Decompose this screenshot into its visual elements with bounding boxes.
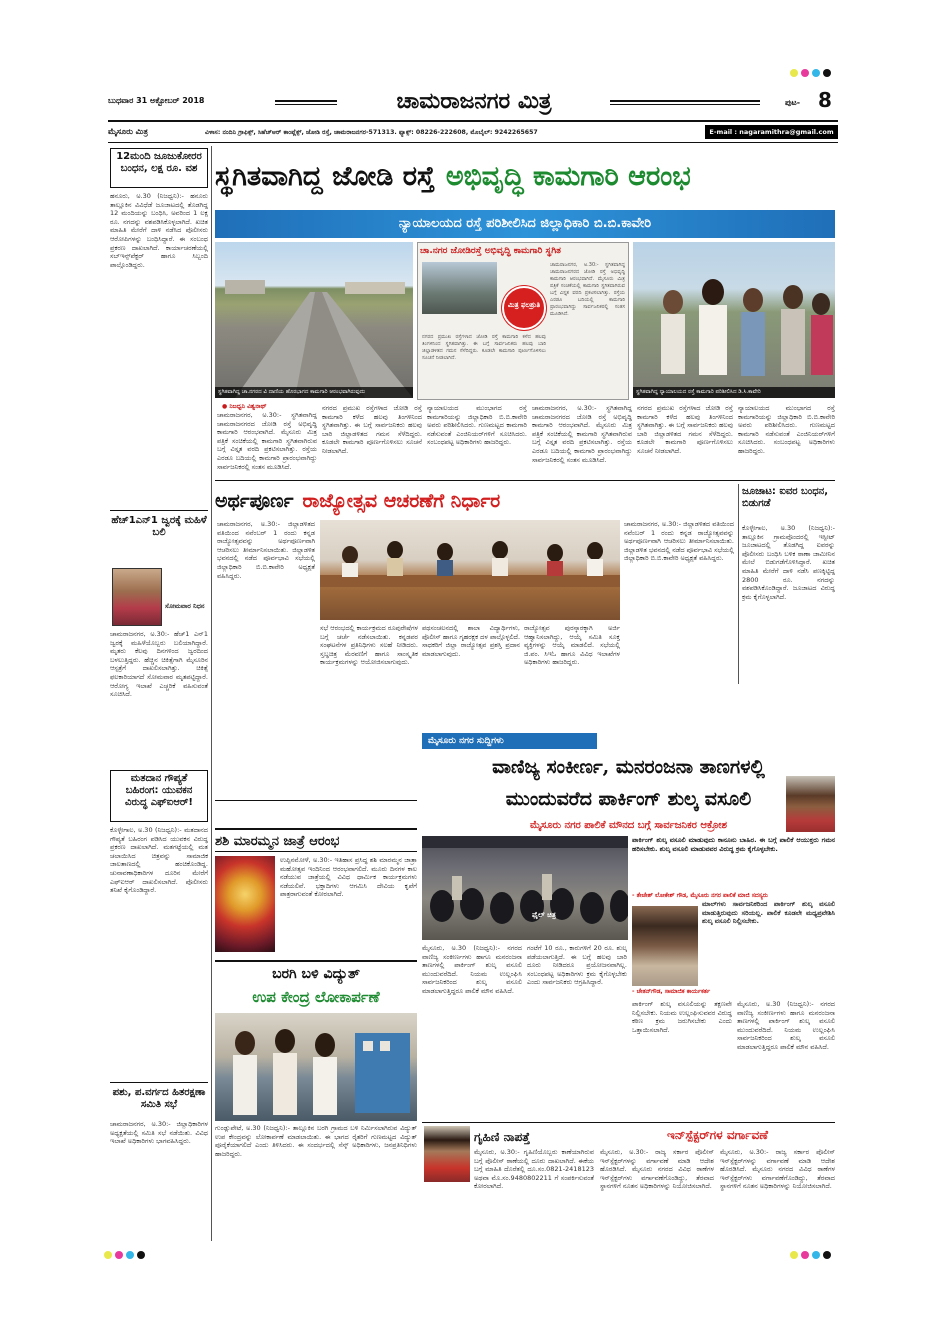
masthead-bottom-rule [108,120,838,122]
lead-headline-black: ಸ್ಥಗಿತವಾಗಿದ್ದ ಜೋಡಿ ರಸ್ತೆ [215,161,435,192]
road-construction-photo [215,242,413,398]
page-number: 8 [818,88,832,112]
lead-byline: ● ನಿಜಧ್ವನಿ ವಿಶ್ವನಾಥ್ [222,403,267,410]
mysuru-body-col3: ಪಾರ್ಕಿಂಗ್ ಶುಲ್ಕ ವಸೂಲಿಯನ್ನು ತಕ್ಷಣವೇ ನಿಲ್ಲಿಸಬೇಕು. ನಿಯಮ ಉಲ್ಲಂಘಿಸುವವರ ವಿರುದ್ಧ ಕಠಿಣ ಕ್ರಮ ಜರುಗಿಸಬೇಕು ಎಂದು ಒತ್ತಾಯಿಸಲಾಗಿದೆ. [632,1000,732,1034]
parking-photo-caption: ಫೈಲ್ ಚಿತ್ರ [532,911,556,919]
shashi-headline: ಶಶಿ ಮಾರಮ್ಮನ ಜಾತ್ರೆ ಆರಂಭ [215,828,417,852]
lead-body-col4: ಚಾಮರಾಜನಗರ, ಅ.30:- ಸ್ಥಗಿತವಾಗಿದ್ದ ಚಾಮರಾಜನಗರದ ಜೋಡಿ ರಸ್ತೆ ಅಭಿವೃದ್ಧಿ ಕಾಮಗಾರಿ ಆರಂಭವಾಗಿದೆ. ಮೈಸೂರು ಮಿತ್ರ ಪತ್ರಿಕೆ ಸಂಚಿಕೆಯಲ್ಲಿ ಕಾಮಗಾರಿ ಸ್ಥಗಿತವಾಗಿರುವ ಬಗ್ಗೆ ವಿಸ್ತೃತ ವರದಿ ಪ್ರಕಟಿಸಲಾಗಿತ್ತು. ರಸ್ತೆಯ ಎರಡೂ ಬದಿಯಲ್ಲಿ ಕಾಮಗಾರಿ ಪ್ರಾರಂಭವಾಗಿದ್ದು ಸಾರ್ವಜನಿಕರಲ್ಲಿ ಸಂತಸ ಮೂಡಿಸಿದೆ. [532,404,632,464]
gambling-body: ಕೊಳ್ಳೇಗಾಲ, ಅ.30 (ನಿಜಧ್ವನಿ):- ತಾಲ್ಲೂಕಿನ ಗ್ರಾಮವೊಂದರಲ್ಲಿ ಇಸ್ಪೀಟ್ ಜೂಜಾಟದಲ್ಲಿ ತೊಡಗಿದ್ದ ಐವರನ್ನು ಪೊಲೀಸರು ಬಂಧಿಸಿ ಬಳಿಕ ಠಾಣಾ ಜಾಮೀನಿನ ಮೇಲೆ ಬಿಡುಗಡೆಗೊಳಿಸಿದ್ದಾರೆ. ಖಚಿತ ಮಾಹಿತಿ ಮೇರೆಗೆ ದಾಳಿ ನಡೆಸಿ ಪಣಕ್ಕಿಟ್ಟಿದ್ದ 2800 ರೂ. ನಗದನ್ನು ವಶಪಡಿಸಿಕೊಂಡಿದ್ದಾರೆ. ಜೂಜಾಟದ ವಿರುದ್ಧ ಕ್ರಮ ಕೈಗೊಳ್ಳಲಾಗಿದೆ. [742,524,835,601]
rajyotsava-meeting-photo [320,520,620,620]
mysuru-subhead: ಮೈಸೂರು ನಗರ ಪಾಲಿಕೆ ಮೌನದ ಬಗ್ಗೆ ಸಾರ್ವಜನಿಕರ ಆಕ್ರೋಶ [529,820,728,831]
dc-inspection-photo [633,242,835,398]
chethan-portrait-photo [632,906,698,986]
rajyotsava-body-col2: ಸಭೆ ಆರಂಭದಲ್ಲಿ ಕಾರ್ಯಕ್ರಮದ ರೂಪುರೇಷೆಗಳ ಬಗ್ಗೆ ಚರ್ಚೆ ನಡೆಸಲಾಯಿತು. ಕನ್ನಡಪರ ಸಂಘಟನೆಗಳ ಪ್ರತಿನಿಧಿಗಳು ಸಲಹೆ ನೀಡಿದರು. ಸ್ತಬ್ಧಚಿತ್ರ ಮೆರವಣಿಗೆ ಹಾಗೂ ಸಾಂಸ್ಕೃತಿಕ ಕಾರ್ಯಕ್ರಮಗಳನ್ನು ಆಯೋಜಿಸಲಾಗುವುದು. [320,624,418,667]
masthead-rule-right-2 [610,104,760,105]
bargi-headline-1: ಬರಗಿ ಬಳಿ ವಿದ್ಯುತ್ [215,960,417,984]
rajyotsava-body-col3: ಪಥಸಂಚಲನದಲ್ಲಿ ಶಾಲಾ ವಿದ್ಯಾರ್ಥಿಗಳು, ಪೊಲೀಸ್ ಹಾಗೂ ಗೃಹರಕ್ಷಕ ದಳ ಪಾಲ್ಗೊಳ್ಳಲಿದೆ. ಸಾಧಕರಿಗೆ ಜಿಲ್ಲಾ ರಾಜ್ಯೋತ್ಸವ ಪ್ರಶಸ್ತಿ ಪ್ರದಾನ ಮಾಡಲಾಗುವುದು. [422,624,520,658]
lead-body-col5: ನಗರದ ಪ್ರಮುಖ ರಸ್ತೆಗಳಾದ ಜೋಡಿ ರಸ್ತೆ ಕಾಮಗಾರಿ ಕಳೆದ ಹಲವು ತಿಂಗಳಿನಿಂದ ಸ್ಥಗಿತವಾಗಿತ್ತು. ಈ ಬಗ್ಗೆ ಸಾರ್ವಜನಿಕರು ಹಲವು ಬಾರಿ ಜಿಲ್ಲಾಡಳಿತದ ಗಮನ ಸೆಳೆದಿದ್ದರು. ಕೂಡಲೇ ಕಾಮಗಾರಿ ಪೂರ್ಣಗೊಳಿಸಲು ಸೂಚನೆ ನೀಡಲಾಗಿದೆ. [637,404,733,455]
left-story2-headline: ಹೆಚ್1ಎನ್1 ಜ್ವರಕ್ಕೆ ಮಹಿಳೆ ಬಲಿ [110,510,208,550]
left-story2-body: ಚಾಮರಾಜನಗರ, ಅ.30:- ಹೆಚ್1 ಎನ್1 ಜ್ವರಕ್ಕೆ ಮಹಿಳೆಯೊಬ್ಬರು ಬಲಿಯಾಗಿದ್ದಾರೆ. ಮೃತರು ಕೆಲವು ದಿನಗಳಿಂದ ಜ್ವರದಿಂದ ಬಳಲುತ್ತಿದ್ದರು. ಹೆಚ್ಚಿನ ಚಿಕಿತ್ಸೆಗಾಗಿ ಮೈಸೂರಿನ ಆಸ್ಪತ್ರೆಗೆ ದಾಖಲಿಸಲಾಗಿತ್ತು. ಚಿಕಿತ್ಸೆ ಫಲಕಾರಿಯಾಗದೆ ಸೋಮವಾರ ಮೃತಪಟ್ಟಿದ್ದಾರೆ. ಆರೋಗ್ಯ ಇಲಾಖೆ ಎಚ್ಚರಿಕೆ ವಹಿಸುವಂತೆ ಸೂಚಿಸಿದೆ. [110,630,208,699]
missing-headline: ಗೃಹಿಣಿ ನಾಪತ್ತೆ [474,1130,531,1144]
masthead-rule-3 [108,142,838,143]
lead-body-col2: ನಗರದ ಪ್ರಮುಖ ರಸ್ತೆಗಳಾದ ಜೋಡಿ ರಸ್ತೆ ಕಾಮಗಾರಿ ಕಳೆದ ಹಲವು ತಿಂಗಳಿನಿಂದ ಸ್ಥಗಿತವಾಗಿತ್ತು. ಈ ಬಗ್ಗೆ ಸಾರ್ವಜನಿಕರು ಹಲವು ಬಾರಿ ಜಿಲ್ಲಾಡಳಿತದ ಗಮನ ಸೆಳೆದಿದ್ದರು. ಕೂಡಲೇ ಕಾಮಗಾರಿ ಪೂರ್ಣಗೊಳಿಸಲು ಸೂಚನೆ ನೀಡಲಾಗಿದೆ. [322,404,422,455]
left-story3-body: ಕೊಳ್ಳೇಗಾಲ, ಅ.30 (ನಿಜಧ್ವನಿ):- ಮತದಾನದ ಗೌಪ್ಯತೆ ಬಹಿರಂಗ ಪಡಿಸಿದ ಯುವಕನ ವಿರುದ್ಧ ಪ್ರಕರಣ ದಾಖಲಾಗಿದೆ. ಮತಗಟ್ಟೆಯಲ್ಲಿ ಮತ ಚಲಾಯಿಸಿದ ಚಿತ್ರವನ್ನು ಸಾಮಾಜಿಕ ಜಾಲತಾಣದಲ್ಲಿ ಹಂಚಿಕೊಂಡಿದ್ದ. ಚುನಾವಣಾಧಿಕಾರಿಗಳ ದೂರಿನ ಮೇರೆಗೆ ಎಫ್‌ಐಆರ್ ದಾಖಲಿಸಲಾಗಿದೆ. ಪೊಲೀಸರು ತನಿಖೆ ಕೈಗೊಂಡಿದ್ದಾರೆ. [110,826,208,895]
woman-portrait-photo [112,568,162,626]
lead-headline [215,148,835,206]
page-label: ಪುಟ- [785,98,801,107]
mysuru-quote2-name: - ಚೇತನ್‌ಗೌಡ, ಸಾಮಾಜಿಕ ಕಾರ್ಯಕರ್ತ [632,988,711,995]
tejesh-portrait-photo [786,776,835,832]
lead-subhead: ನ್ಯಾಯಾಲಯದ ರಸ್ತೆ ಪರಿಶೀಲಿಸಿದ ಜಿಲ್ಲಾಧಿಕಾರಿ ಬಿ.ಬಿ.ಕಾವೇರಿ [398,216,652,231]
registration-marks-top-right [790,62,834,81]
mysuru-quote2: ಮಾಲ್‌ಗಳು ಸಾರ್ವಜನಿಕರಿಂದ ಪಾರ್ಕಿಂಗ್ ಶುಲ್ಕ ವಸೂಲಿ ಮಾಡುತ್ತಿರುವುದು ಸರಿಯಲ್ಲ. ಪಾಲಿಕೆ ಕೂಡಲೇ ಮಧ್ಯಪ್ರವೇಶಿಸಿ ಶುಲ್ಕ ವಸೂಲಿ ನಿಲ್ಲಿಸಬೇಕು. [702,900,835,926]
left-story3-headline: ಮತದಾನ ಗೌಪ್ಯತೆ ಬಹಿರಂಗ: ಯುವಕನ ವಿರುದ್ಧ ಎಫ್‌ಐಆರ್! [110,770,208,822]
bargi-body: ಗುಂಡ್ಲುಪೇಟೆ, ಅ.30 (ನಿಜಧ್ವನಿ):- ತಾಲ್ಲೂಕಿನ ಬರಗಿ ಗ್ರಾಮದ ಬಳಿ ನಿರ್ಮಿಸಲಾಗಿರುವ ವಿದ್ಯುತ್ ಉಪ ಕೇಂದ್ರವನ್ನು ಲೋಕಾರ್ಪಣೆ ಮಾಡಲಾಯಿತು. ಈ ಭಾಗದ ರೈತರಿಗೆ ಗುಣಮಟ್ಟದ ವಿದ್ಯುತ್ ಪೂರೈಕೆಯಾಗಲಿದೆ ಎಂದು ತಿಳಿಸಿದರು. ಈ ಸಂದರ್ಭದಲ್ಲಿ ಸೆಸ್ಕ್ ಅಧಿಕಾರಿಗಳು, ಜನಪ್ರತಿನಿಧಿಗಳು ಹಾಜರಿದ್ದರು. [215,1124,417,1158]
email-box: E-mail : nagaramithra@gmail.com [705,125,838,139]
mysuru-headline-2: ಮುಂದುವರೆದ ಪಾರ್ಕಿಂಗ್ ಶುಲ್ಕ ವಸೂಲಿ [505,788,752,810]
substation-inauguration-photo [215,1013,417,1121]
lead-body-col6: ನ್ಯಾಯಾಲಯದ ಮುಂಭಾಗದ ರಸ್ತೆ ಕಾಮಗಾರಿಯನ್ನು ಜಿಲ್ಲಾಧಿಕಾರಿ ಬಿ.ಬಿ.ಕಾವೇರಿ ಅವರು ಪರಿಶೀಲಿಸಿದರು. ಗುಣಮಟ್ಟದ ಕಾಮಗಾರಿ ನಡೆಸುವಂತೆ ಎಂಜಿನಿಯರ್‌ಗಳಿಗೆ ಸೂಚಿಸಿದರು. ಸಂಬಂಧಪಟ್ಟ ಅಧಿಕಾರಿಗಳು ಹಾಜರಿದ್ದರು. [738,404,835,455]
missing-woman-photo [424,1126,470,1182]
inspector-body-col1: ಮೈಸೂರು, ಅ.30:- ರಾಜ್ಯ ಸರ್ಕಾರ ಪೊಲೀಸ್ ಇನ್‌ಸ್ಪೆಕ್ಟರ್‌ಗಳನ್ನು ವರ್ಗಾವಣೆ ಮಾಡಿ ಆದೇಶ ಹೊರಡಿಸಿದೆ. ಮೈಸೂರು ನಗರದ ವಿವಿಧ ಠಾಣೆಗಳ ಇನ್‌ಸ್ಪೆಕ್ಟರ್‌ಗಳು ವರ್ಗಾವಣೆಗೊಂಡಿದ್ದು, ತೆರವಾದ ಸ್ಥಾನಗಳಿಗೆ ನೂತನ ಅಧಿಕಾರಿಗಳನ್ನು ನಿಯೋಜಿಸಲಾಗಿದೆ. [600,1148,714,1191]
missing-body: ಮೈಸೂರು, ಅ.30:- ಗೃಹಿಣಿಯೊಬ್ಬರು ಕಾಣೆಯಾಗಿರುವ ಬಗ್ಗೆ ಪೊಲೀಸ್ ಠಾಣೆಯಲ್ಲಿ ದೂರು ದಾಖಲಾಗಿದೆ. ಈಕೆಯ ಬಗ್ಗೆ ಮಾಹಿತಿ ದೊರೆತಲ್ಲಿ ದೂ.ಸಂ.0821-2418123 ಅಥವಾ ಮೊ.ಸಂ.9480802211 ಗೆ ಸಂಪರ್ಕಿಸುವಂತೆ ಕೋರಲಾಗಿದೆ. [474,1148,594,1191]
masthead-rule-right [610,100,760,102]
left-story2-photo-name: ಸೋಮವಾರ ನಿಧನ [165,602,205,610]
mysuru-quote1-name: - ತೇಜೇಶ್ ಲೋಕೇಶ್ ಗೌಡ, ಮೈಸೂರು ನಗರ ಪಾಲಿಕೆ ಮಾಜಿ ಸದಸ್ಯರು [632,892,768,899]
address-bar: ವಿಳಾಸ: ನಂದಿನಿ ಗ್ರಾಫಿಕ್ಸ್, ಸಿಹೆಚ್‌ಆರ್ ಕಾಂಪ್ಲೆಕ್ಸ್, ಜೋಡಿ ರಸ್ತೆ, ಚಾಮರಾಜನಗರ-571313. ಫ್ಯಾಕ್ಸ್: 08226-222608, ಮೊಬೈಲ್: 9242265657 [205,129,538,136]
missing-top-rule [422,1122,835,1123]
goddess-idol-photo [215,856,275,952]
mysuru-body-col1: ಮೈಸೂರು, ಅ.30 (ನಿಜಧ್ವನಿ):- ನಗರದ ವಾಣಿಜ್ಯ ಸಂಕೀರ್ಣಗಳು ಹಾಗೂ ಮನರಂಜನಾ ತಾಣಗಳಲ್ಲಿ ಪಾರ್ಕಿಂಗ್ ಶುಲ್ಕ ವಸೂಲಿ ಮುಂದುವರೆದಿದೆ. ನಿಯಮ ಉಲ್ಲಂಘಿಸಿ ಸಾರ್ವಜನಿಕರಿಂದ ಶುಲ್ಕ ವಸೂಲಿ ಮಾಡಲಾಗುತ್ತಿದ್ದರೂ ಪಾಲಿಕೆ ಮೌನ ವಹಿಸಿದೆ. [422,944,522,995]
clipping-text-2: ನಗರದ ಪ್ರಮುಖ ರಸ್ತೆಗಳಾದ ಜೋಡಿ ರಸ್ತೆ ಕಾಮಗಾರಿ ಕಳೆದ ಹಲವು ತಿಂಗಳಿನಿಂದ ಸ್ಥಗಿತವಾಗಿತ್ತು. ಈ ಬಗ್ಗೆ ಸಾರ್ವಜನಿಕರು ಹಲವು ಬಾರಿ ಜಿಲ್ಲಾಡಳಿತದ ಗಮನ ಸೆಳೆದಿದ್ದರು. ಕೂಡಲೇ ಕಾಮಗಾರಿ ಪೂರ್ಣಗೊಳಿಸಲು ಸೂಚನೆ ನೀಡಲಾಗಿದೆ. [422,334,546,361]
clipping-title: ಚಾ.ನಗರ ಜೋಡಿರಸ್ತೆ ಅಭಿವೃದ್ಧಿ ಕಾಮಗಾರಿ ಸ್ಥಗಿತ [420,246,561,256]
left-story4-body: ಚಾಮರಾಜನಗರ, ಅ.30:- ಜಿಲ್ಲಾಧಿಕಾರಿಗಳ ಅಧ್ಯಕ್ಷತೆಯಲ್ಲಿ ಸಮಿತಿ ಸಭೆ ನಡೆಯಿತು. ವಿವಿಧ ಇಲಾಖೆ ಅಧಿಕಾರಿಗಳು ಭಾಗವಹಿಸಿದ್ದರು. [110,1120,208,1146]
clipping-text: ಚಾಮರಾಜನಗರ, ಅ.30:- ಸ್ಥಗಿತವಾಗಿದ್ದ ಚಾಮರಾಜನಗರದ ಜೋಡಿ ರಸ್ತೆ ಅಭಿವೃದ್ಧಿ ಕಾಮಗಾರಿ ಆರಂಭವಾಗಿದೆ. ಮೈಸೂರು ಮಿತ್ರ ಪತ್ರಿಕೆ ಸಂಚಿಕೆಯಲ್ಲಿ ಕಾಮಗಾರಿ ಸ್ಥಗಿತವಾಗಿರುವ ಬಗ್ಗೆ ವಿಸ್ತೃತ ವರದಿ ಪ್ರಕಟಿಸಲಾಗಿತ್ತು. ರಸ್ತೆಯ ಎರಡೂ ಬದಿಯಲ್ಲಿ ಕಾಮಗಾರಿ ಪ್ರಾರಂಭವಾಗಿದ್ದು ಸಾರ್ವಜನಿಕರಲ್ಲಿ ಸಂತಸ ಮೂಡಿಸಿದೆ. [550,262,625,317]
edition-label: ಮೈಸೂರು ಮಿತ್ರ [108,127,148,136]
left-story4-headline: ಪಶು, ಪ.ವರ್ಗದ ಹಿತರಕ್ಷಣಾ ಸಮಿತಿ ಸಭೆ [110,1082,208,1118]
shashi-body: ಉಪ್ಪಿನಮೋಳೆ, ಅ.30:- ಇತಿಹಾಸ ಪ್ರಸಿದ್ಧ ಶಶಿ ಮಾರಮ್ಮನ ಜಾತ್ರಾ ಮಹೋತ್ಸವ ಇಂದಿನಿಂದ ಆರಂಭವಾಗಲಿದೆ. ಮೂರು ದಿನಗಳ ಕಾಲ ನಡೆಯುವ ಜಾತ್ರೆಯಲ್ಲಿ ವಿವಿಧ ಧಾರ್ಮಿಕ ಕಾರ್ಯಕ್ರಮಗಳು ನಡೆಯಲಿವೆ. ಭಕ್ತಾದಿಗಳು ಆಗಮಿಸಿ ದೇವಿಯ ಕೃಪೆಗೆ ಪಾತ್ರರಾಗುವಂತೆ ಕೋರಲಾಗಿದೆ. [280,856,417,899]
left-story1-body: ಹನೂರು, ಅ.30 (ನಿಜಧ್ವನಿ):- ಹನೂರು ತಾಲ್ಲೂಕಿನ ವಿವಿಧೆಡೆ ಜೂಜಾಟದಲ್ಲಿ ತೊಡಗಿದ್ದ 12 ಮಂದಿಯನ್ನು ಬಂಧಿಸಿ, ಅವರಿಂದ 1 ಲಕ್ಷ ರೂ. ನಗದನ್ನು ವಶಪಡಿಸಿಕೊಳ್ಳಲಾಗಿದೆ. ಖಚಿತ ಮಾಹಿತಿ ಮೇರೆಗೆ ದಾಳಿ ನಡೆಸಿದ ಪೊಲೀಸರು ಆರೋಪಿಗಳನ್ನು ಬಂಧಿಸಿದ್ದಾರೆ. ಈ ಸಂಬಂಧ ಪ್ರಕರಣ ದಾಖಲಾಗಿದೆ. ಕಾರ್ಯಾಚರಣೆಯಲ್ಲಿ ಸಬ್‌ಇನ್ಸ್‌ಪೆಕ್ಟರ್ ಹಾಗೂ ಸಿಬ್ಬಂದಿ ಪಾಲ್ಗೊಂಡಿದ್ದರು. [110,192,208,269]
mysuru-section-tag: ಮೈಸೂರು ನಗರ ಸುದ್ದಿಗಳು [422,733,597,749]
mysuru-body-col2: ಗಂಟೆಗೆ 10 ರೂ., ಕಾರುಗಳಿಗೆ 20 ರೂ. ಶುಲ್ಕ ಪಡೆಯಲಾಗುತ್ತಿದೆ. ಈ ಬಗ್ಗೆ ಹಲವು ಬಾರಿ ದೂರು ನೀಡಿದರೂ ಪ್ರಯೋಜನವಾಗಿಲ್ಲ. ಸಂಬಂಧಪಟ್ಟ ಅಧಿಕಾರಿಗಳು ಕ್ರಮ ಕೈಗೊಳ್ಳಬೇಕು ಎಂದು ಸಾರ್ವಜನಿಕರು ಆಗ್ರಹಿಸಿದ್ದಾರೆ. [527,944,627,987]
rajyotsava-headline-red: ರಾಜ್ಯೋತ್ಸವ ಆಚರಣೆಗೆ ನಿರ್ಧಾರ [302,490,501,512]
lead-body-col1: ಚಾಮರಾಜನಗರ, ಅ.30:- ಸ್ಥಗಿತವಾಗಿದ್ದ ಚಾಮರಾಜನಗರದ ಜೋಡಿ ರಸ್ತೆ ಅಭಿವೃದ್ಧಿ ಕಾಮಗಾರಿ ಆರಂಭವಾಗಿದೆ. ಮೈಸೂರು ಮಿತ್ರ ಪತ್ರಿಕೆ ಸಂಚಿಕೆಯಲ್ಲಿ ಕಾಮಗಾರಿ ಸ್ಥಗಿತವಾಗಿರುವ ಬಗ್ಗೆ ವಿಸ್ತೃತ ವರದಿ ಪ್ರಕಟಿಸಲಾಗಿತ್ತು. ರಸ್ತೆಯ ಎರಡೂ ಬದಿಯಲ್ಲಿ ಕಾಮಗಾರಿ ಪ್ರಾರಂಭವಾಗಿದ್ದು ಸಾರ್ವಜನಿಕರಲ್ಲಿ ಸಂತಸ ಮೂಡಿಸಿದೆ. [217,411,317,471]
mysuru-body-col4: ಮೈಸೂರು, ಅ.30 (ನಿಜಧ್ವನಿ):- ನಗರದ ವಾಣಿಜ್ಯ ಸಂಕೀರ್ಣಗಳು ಹಾಗೂ ಮನರಂಜನಾ ತಾಣಗಳಲ್ಲಿ ಪಾರ್ಕಿಂಗ್ ಶುಲ್ಕ ವಸೂಲಿ ಮುಂದುವರೆದಿದೆ. ನಿಯಮ ಉಲ್ಲಂಘಿಸಿ ಸಾರ್ವಜನಿಕರಿಂದ ಶುಲ್ಕ ವಸೂಲಿ ಮಾಡಲಾಗುತ್ತಿದ್ದರೂ ಪಾಲಿಕೆ ಮೌನ ವಹಿಸಿದೆ. [737,1000,835,1051]
masthead-rule-left-2 [275,104,337,105]
issue-date: ಬುಧವಾರ 31 ಅಕ್ಟೋಬರ್ 2018 [108,96,205,105]
clipping-badge: ಮಿತ್ರ ಫಲಶ್ರುತಿ [502,286,546,330]
left-column-divider [211,146,212,1241]
road-photo-caption: ಸ್ಥಗಿತವಾಗಿದ್ದ ಚಾ.ನಗರದ ವಿ ದಾಣಿಯ ಹೊರಭಾಗದ ಕಾಮಗಾರಿ ಆರಂಭವಾಗಿರುವುದು [215,387,413,398]
bargi-headline-2: ಉಪ ಕೇಂದ್ರ ಲೋಕಾರ್ಪಣೆ [252,988,380,1006]
inspector-body-col2: ಮೈಸೂರು, ಅ.30:- ರಾಜ್ಯ ಸರ್ಕಾರ ಪೊಲೀಸ್ ಇನ್‌ಸ್ಪೆಕ್ಟರ್‌ಗಳನ್ನು ವರ್ಗಾವಣೆ ಮಾಡಿ ಆದೇಶ ಹೊರಡಿಸಿದೆ. ಮೈಸೂರು ನಗರದ ವಿವಿಧ ಠಾಣೆಗಳ ಇನ್‌ಸ್ಪೆಕ್ಟರ್‌ಗಳು ವರ್ಗಾವಣೆಗೊಂಡಿದ್ದು, ತೆರವಾದ ಸ್ಥಾನಗಳಿಗೆ ನೂತನ ಅಧಿಕಾರಿಗಳನ್ನು ನಿಯೋಜಿಸಲಾಗಿದೆ. [720,1148,835,1191]
lead-body-col3: ನ್ಯಾಯಾಲಯದ ಮುಂಭಾಗದ ರಸ್ತೆ ಕಾಮಗಾರಿಯನ್ನು ಜಿಲ್ಲಾಧಿಕಾರಿ ಬಿ.ಬಿ.ಕಾವೇರಿ ಅವರು ಪರಿಶೀಲಿಸಿದರು. ಗುಣಮಟ್ಟದ ಕಾಮಗಾರಿ ನಡೆಸುವಂತೆ ಎಂಜಿನಿಯರ್‌ಗಳಿಗೆ ಸೂಚಿಸಿದರು. ಸಂಬಂಧಪಟ್ಟ ಅಧಿಕಾರಿಗಳು ಹಾಜರಿದ್ದರು. [427,404,527,447]
rajyotsava-headline [215,484,735,518]
registration-marks-left [104,1244,148,1263]
shashi-top-rule [215,800,417,801]
masthead-title: ಚಾಮರಾಜನಗರ ಮಿತ್ರ [396,88,552,114]
rajyotsava-body-col5: ಚಾಮರಾಜನಗರ, ಅ.30:- ಜಿಲ್ಲಾಡಳಿತದ ವತಿಯಿಂದ ನವೆಂಬರ್ 1 ರಂದು ಕನ್ನಡ ರಾಜ್ಯೋತ್ಸವವನ್ನು ಅರ್ಥಪೂರ್ಣವಾಗಿ ಆಚರಿಸಲು ತೀರ್ಮಾನಿಸಲಾಯಿತು. ಜಿಲ್ಲಾಡಳಿತ ಭವನದಲ್ಲಿ ನಡೆದ ಪೂರ್ವಭಾವಿ ಸಭೆಯಲ್ಲಿ ಜಿಲ್ಲಾಧಿಕಾರಿ ಬಿ.ಬಿ.ಕಾವೇರಿ ಅಧ್ಯಕ್ಷತೆ ವಹಿಸಿದ್ದರು. [624,520,734,563]
dc-photo-caption: ಸ್ಥಗಿತವಾಗಿದ್ದ ನ್ಯಾಯಾಲಯದ ರಸ್ತೆ ಕಾಮಗಾರಿ ಪರಿಶೀಲಿಸಿದ ಡಿ.ಸಿ.ಕಾವೇರಿ [633,387,835,398]
rajyotsava-headline-black: ಅರ್ಥಪೂರ್ಣ [215,490,294,512]
lead-headline-green: ಅಭಿವೃದ್ಧಿ ಕಾಮಗಾರಿ ಆರಂಭ [445,161,691,192]
left-story1-headline: 12ಮಂದಿ ಜೂಜುಕೋರರ ಬಂಧನ, ಲಕ್ಷ ರೂ. ವಶ [110,148,208,188]
mysuru-quote1: ಪಾರ್ಕಿಂಗ್ ಶುಲ್ಕ ವಸೂಲಿ ಮಾಡುವುದು ಕಾನೂನು ಬಾಹಿರ. ಈ ಬಗ್ಗೆ ಪಾಲಿಕೆ ಆಯುಕ್ತರು ಗಮನ ಹರಿಸಬೇಕು. ಶುಲ್ಕ ವಸೂಲಿ ಮಾಡುವವರ ವಿರುದ್ಧ ಕ್ರಮ ಕೈಗೊಳ್ಳಬೇಕು. [632,836,835,853]
gambling-headline: ಜೂಜಾಟ: ಐವರ ಬಂಧನ, ಬಿಡುಗಡೆ [742,486,829,509]
inspector-headline: ಇನ್‌ಸ್ಪೆಕ್ಟರ್‌ಗಳ ವರ್ಗಾವಣೆ [667,1128,768,1142]
rajyotsava-body-col4: ರಾಜ್ಯೋತ್ಸವ ಪುರಸ್ಕಾರಕ್ಕಾಗಿ ಅರ್ಜಿ ಆಹ್ವಾನಿಸಲಾಗಿದ್ದು, ಆಯ್ಕೆ ಸಮಿತಿ ಸೂಕ್ತ ವ್ಯಕ್ತಿಗಳನ್ನು ಆಯ್ಕೆ ಮಾಡಲಿದೆ. ಸಭೆಯಲ್ಲಿ ಜಿ.ಪಂ. ಸಿಇಓ ಹಾಗೂ ವಿವಿಧ ಇಲಾಖೆಗಳ ಅಧಿಕಾರಿಗಳು ಹಾಜರಿದ್ದರು. [524,624,620,667]
lead-bottom-rule [215,480,835,481]
clipping-photo [422,262,497,314]
mysuru-headline-1: ವಾಣಿಜ್ಯ ಸಂಕೀರ್ಣ, ಮನರಂಜನಾ ತಾಣಗಳಲ್ಲಿ [492,756,765,778]
masthead-rule-left [275,100,337,102]
parking-lot-photo [422,836,628,940]
registration-marks-right [790,1244,834,1263]
rajyotsava-body-col1: ಚಾಮರಾಜನಗರ, ಅ.30:- ಜಿಲ್ಲಾಡಳಿತದ ವತಿಯಿಂದ ನವೆಂಬರ್ 1 ರಂದು ಕನ್ನಡ ರಾಜ್ಯೋತ್ಸವವನ್ನು ಅರ್ಥಪೂರ್ಣವಾಗಿ ಆಚರಿಸಲು ತೀರ್ಮಾನಿಸಲಾಯಿತು. ಜಿಲ್ಲಾಡಳಿತ ಭವನದಲ್ಲಿ ನಡೆದ ಪೂರ್ವಭಾವಿ ಸಭೆಯಲ್ಲಿ ಜಿಲ್ಲಾಧಿಕಾರಿ ಬಿ.ಬಿ.ಕಾವೇರಿ ಅಧ್ಯಕ್ಷತೆ ವಹಿಸಿದ್ದರು. [217,520,315,580]
